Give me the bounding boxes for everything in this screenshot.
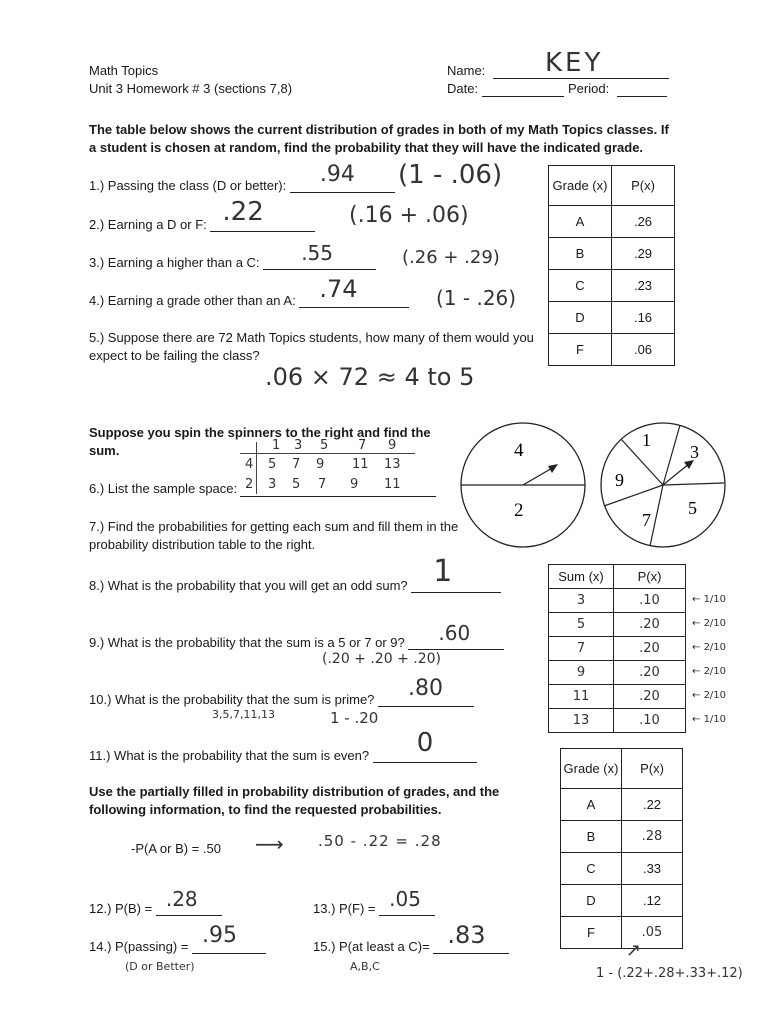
- sum-note: ← 1/10: [692, 714, 727, 725]
- answer-12: .28: [165, 887, 198, 911]
- sum-table-cell: 5: [549, 613, 614, 637]
- ss-cell: 9: [350, 477, 359, 492]
- sum-table: [548, 564, 686, 733]
- answer-15: .83: [447, 921, 486, 949]
- ss-cell: 5: [268, 457, 277, 472]
- sum-note-value: 2/10: [703, 642, 727, 653]
- grade-table-1-cell: C: [549, 270, 612, 302]
- question-8: [89, 554, 501, 593]
- sample-space-field[interactable]: [240, 480, 436, 497]
- ss-cell: 7: [318, 477, 327, 492]
- given-info: -P(A or B) = .50: [131, 841, 221, 856]
- grade-table-1-cell: .06: [612, 334, 675, 366]
- ss-cell: 11: [384, 477, 401, 492]
- grade-table-2-cell: .33: [622, 853, 683, 885]
- question-13: [313, 887, 435, 916]
- sum-note-value: 2/10: [703, 666, 727, 677]
- grade-table-1-cell: .16: [612, 302, 675, 334]
- ss-cell: 5: [292, 477, 301, 492]
- answer-10: .80: [408, 676, 444, 701]
- answer-1: .94: [319, 162, 355, 187]
- grade-table-2-cell: B: [561, 821, 622, 853]
- answer-8-field[interactable]: [411, 554, 501, 593]
- grade-table-2-cell: C: [561, 853, 622, 885]
- sum-table-cell: .10: [614, 709, 686, 733]
- ss-cell: 3: [268, 477, 277, 492]
- grade-table-2-cell: .28: [622, 821, 683, 853]
- sum-note-value: 1/10: [703, 594, 727, 605]
- ss-top: 7: [358, 438, 367, 453]
- spinner-2-label: 5: [688, 498, 697, 518]
- answer-14-field[interactable]: [192, 923, 266, 954]
- sum-note: ← 1/10: [692, 594, 727, 605]
- work-10a: 3,5,7,11,13: [212, 708, 275, 721]
- grade-table-1-cell: A: [549, 206, 612, 238]
- grade-table-1-header-p: P(x): [612, 166, 675, 206]
- sum-table-cell: 9: [549, 661, 614, 685]
- sum-note-value: 2/10: [703, 618, 727, 629]
- grade-table-1-cell: .29: [612, 238, 675, 270]
- grade-table-1: [548, 165, 675, 366]
- question-9: [89, 621, 504, 650]
- work-4: (1 - .26): [436, 286, 517, 310]
- grade-table-2-cell: .05: [622, 917, 683, 949]
- question-13-text: 13.) P(F) =: [313, 901, 376, 916]
- question-2-text: 2.) Earning a D or F:: [89, 217, 207, 232]
- work-3: (.26 + .29): [402, 247, 500, 268]
- intro-text: The table below shows the current distribution of grades in both of my Math Topics classes. If a student is chosen at random, find the probability that they will have the indicated grade.: [89, 122, 669, 155]
- answer-10-field[interactable]: [378, 676, 474, 707]
- grade-table-2-work: 1 - (.22+.28+.33+.12): [596, 966, 743, 981]
- grade-table-2-cell: F: [561, 917, 622, 949]
- sum-table-cell: .20: [614, 613, 686, 637]
- ss-cell: 9: [316, 457, 325, 472]
- question-1: [89, 162, 395, 193]
- ss-top: 1: [272, 438, 281, 453]
- answer-13: .05: [389, 887, 421, 911]
- question-4-text: 4.) Earning a grade other than an A:: [89, 293, 296, 308]
- ss-top: 5: [320, 438, 329, 453]
- answer-2: .22: [222, 197, 264, 227]
- spinner-1: [458, 420, 588, 550]
- sum-note: ← 2/10: [692, 690, 727, 701]
- grade-table-1-cell: F: [549, 334, 612, 366]
- question-7: 7.) Find the probabilities for getting each sum and fill them in the probability distribution table to the right.: [89, 519, 459, 552]
- answer-3: .55: [301, 241, 333, 265]
- grade-table-1-header-grade: Grade (x): [549, 166, 612, 206]
- answer-1-field[interactable]: [290, 162, 395, 193]
- question-11-text: 11.) What is the probability that the sum is even?: [89, 748, 370, 763]
- question-4: [89, 275, 409, 308]
- grade-table-2-cell: .12: [622, 885, 683, 917]
- grade-table-1-cell: D: [549, 302, 612, 334]
- up-arrow: ↗: [626, 940, 642, 961]
- sum-note-value: 1/10: [703, 714, 727, 725]
- ss-row-label: 2: [245, 477, 254, 492]
- given-arrow: ⟶: [255, 832, 284, 856]
- sum-table-cell: .20: [614, 685, 686, 709]
- sum-table-cell: 3: [549, 589, 614, 613]
- question-6: 6.) List the sample space:: [89, 481, 238, 496]
- answer-13-field[interactable]: [379, 887, 435, 916]
- grade-table-1-cell: .26: [612, 206, 675, 238]
- grade-table-2-header-p: P(x): [622, 749, 683, 789]
- spinner-2-label: 1: [642, 430, 651, 450]
- answer-12-field[interactable]: [156, 887, 222, 916]
- spinner-1-label: 4: [514, 440, 524, 461]
- answer-2-field[interactable]: [210, 197, 315, 232]
- ss-top: 3: [294, 438, 303, 453]
- ss-cell: 7: [292, 457, 301, 472]
- answer-15-field[interactable]: [433, 921, 509, 954]
- question-14-text: 14.) P(passing) =: [89, 939, 189, 954]
- question-9-text: 9.) What is the probability that the sum is a 5 or 7 or 9?: [89, 635, 405, 650]
- question-14: [89, 923, 266, 954]
- question-3: [89, 241, 376, 270]
- unit-title: Unit 3 Homework # 3 (sections 7,8): [89, 81, 293, 96]
- sum-note: ← 2/10: [692, 666, 727, 677]
- question-15: [313, 921, 509, 954]
- answer-14: .95: [201, 923, 237, 948]
- work-15: A,B,C: [350, 960, 380, 973]
- grade-table-2-cell: A: [561, 789, 622, 821]
- sum-note: ← 2/10: [692, 618, 727, 629]
- question-1-text: 1.) Passing the class (D or better):: [89, 178, 287, 193]
- answer-4: .74: [319, 275, 358, 303]
- course-title: Math Topics: [89, 63, 159, 78]
- name-value: KEY: [545, 48, 604, 78]
- grade-table-2-header-grade: Grade (x): [561, 749, 622, 789]
- sum-table-cell: 7: [549, 637, 614, 661]
- question-10-text: 10.) What is the probability that the sum is prime?: [89, 692, 375, 707]
- ss-top: 9: [388, 438, 397, 453]
- name-label: Name:: [447, 63, 486, 78]
- question-5: 5.) Suppose there are 72 Math Topics students, how many of them would you expect to be failing the class?: [89, 330, 534, 363]
- spinner-2-label: 3: [690, 442, 699, 462]
- work-10b: 1 - .20: [330, 709, 379, 727]
- sum-table-cell: .10: [614, 589, 686, 613]
- question-11: [89, 728, 477, 763]
- ss-cell: 13: [384, 457, 401, 472]
- sum-table-header-p: P(x): [614, 565, 686, 589]
- work-14: (D or Better): [125, 960, 195, 973]
- answer-9-field[interactable]: [408, 621, 504, 650]
- answer-11-field[interactable]: [373, 728, 477, 763]
- grade-table-2-cell: .22: [622, 789, 683, 821]
- grade-table-2: [560, 748, 683, 949]
- sum-table-cell: .20: [614, 661, 686, 685]
- work-2: (.16 + .06): [349, 203, 469, 228]
- work-9: (.20 + .20 + .20): [322, 651, 441, 667]
- work-1: (1 - .06): [398, 160, 503, 190]
- work-5: .06 × 72 ≈ 4 to 5: [265, 363, 475, 391]
- sum-table-header-sum: Sum (x): [549, 565, 614, 589]
- given-work: .50 - .22 = .28: [318, 832, 442, 850]
- sum-table-cell: 13: [549, 709, 614, 733]
- part3-intro: Use the partially filled in probability distribution of grades, and the following information, to find the requested probabilities.: [89, 784, 500, 817]
- grade-table-2-cell: D: [561, 885, 622, 917]
- question-8-text: 8.) What is the probability that you will get an odd sum?: [89, 578, 408, 593]
- question-2: [89, 197, 315, 232]
- answer-4-field[interactable]: [299, 275, 409, 308]
- question-12: [89, 887, 222, 916]
- question-15-text: 15.) P(at least a C)=: [313, 939, 430, 954]
- answer-9: .60: [438, 621, 471, 645]
- period-label: Period:: [568, 81, 610, 96]
- date-field[interactable]: [482, 80, 564, 97]
- question-12-text: 12.) P(B) =: [89, 901, 153, 916]
- spinner-2-label: 9: [615, 470, 624, 490]
- answer-11: 0: [416, 728, 434, 758]
- question-3-text: 3.) Earning a higher than a C:: [89, 255, 260, 270]
- ss-row-label: 4: [245, 457, 254, 472]
- sum-note: ← 2/10: [692, 642, 727, 653]
- answer-8: 1: [433, 554, 453, 589]
- spinner-2: [598, 420, 728, 550]
- sum-table-cell: 11: [549, 685, 614, 709]
- answer-3-field[interactable]: [263, 241, 376, 270]
- grade-table-1-cell: .23: [612, 270, 675, 302]
- sum-note-value: 2/10: [703, 690, 727, 701]
- spinner-1-label: 2: [514, 500, 524, 521]
- spinner-2-label: 7: [642, 510, 651, 530]
- question-10: [89, 676, 474, 707]
- ss-cell: 11: [352, 457, 369, 472]
- spinner-intro: Suppose you spin the spinners to the right and find the sum.: [89, 425, 431, 458]
- grade-table-1-cell: B: [549, 238, 612, 270]
- date-label: Date:: [447, 81, 479, 96]
- sum-table-cell: .20: [614, 637, 686, 661]
- period-field[interactable]: [617, 80, 667, 97]
